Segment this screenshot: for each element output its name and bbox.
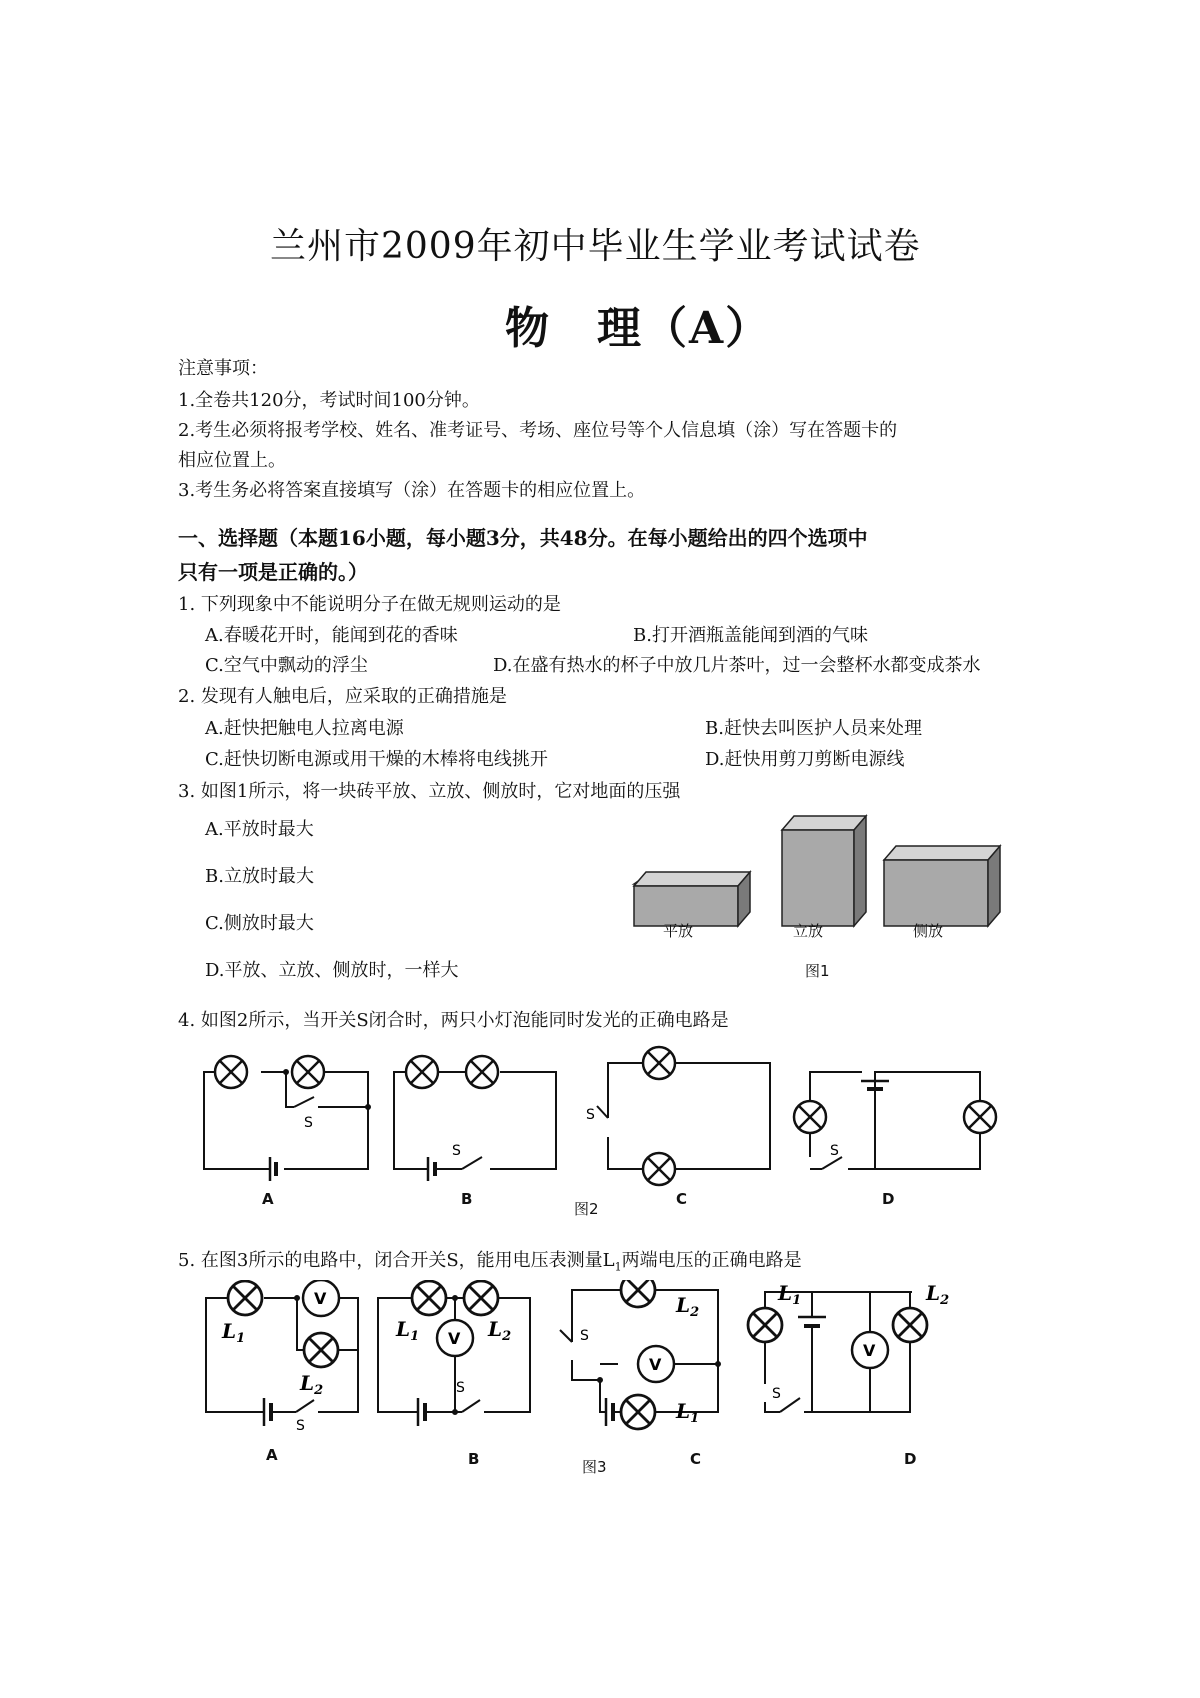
brick-side	[884, 846, 1000, 926]
question-3-option-b: B.立放时最大	[205, 866, 314, 887]
figure-2-label-b: B	[461, 1190, 473, 1208]
lamp-label-l1: $L_1$	[676, 1399, 700, 1426]
figure-1-label-side: 侧放	[913, 922, 944, 940]
switch-label: S	[830, 1143, 839, 1159]
lamp-label-l2: $L_2$	[676, 1293, 700, 1320]
question-2-option-a: A.赶快把触电人拉离电源	[205, 718, 404, 739]
question-2-option-c: C.赶快切断电源或用干燥的木棒将电线挑开	[205, 749, 548, 770]
switch-label: S	[580, 1328, 589, 1344]
question-1-option-c: C.空气中飘动的浮尘	[205, 655, 368, 676]
figure-2-circuits	[190, 1045, 1040, 1215]
exam-title: 兰州市2009年初中毕业生学业考试试卷	[270, 226, 921, 267]
question-3-stem: 3. 如图1所示，将一块砖平放、立放、侧放时，它对地面的压强	[178, 781, 681, 802]
figure-3-label-d: D	[904, 1450, 917, 1468]
figure-3-label-c: C	[690, 1450, 702, 1468]
question-1-stem: 1. 下列现象中不能说明分子在做无规则运动的是	[178, 594, 561, 615]
question-4-stem: 4. 如图2所示，当开关S闭合时，两只小灯泡能同时发光的正确电路是	[178, 1010, 729, 1031]
brick-upright	[782, 816, 866, 926]
figure-3-circuits	[200, 1280, 1040, 1470]
brick-flat	[634, 872, 750, 926]
switch-label: S	[452, 1143, 461, 1159]
question-2-option-d: D.赶快用剪刀剪断电源线	[705, 749, 905, 770]
figure-1-label-upright: 立放	[793, 922, 824, 940]
figure-1-bricks	[620, 810, 1020, 985]
voltmeter-label: V	[863, 1341, 876, 1360]
lamp-label-l2: $L_2$	[488, 1317, 512, 1344]
figure-1-caption: 图1	[805, 962, 830, 980]
voltmeter-label: V	[649, 1355, 662, 1374]
figure-2-caption: 图2	[574, 1200, 599, 1218]
circuit-3d	[765, 1292, 912, 1412]
voltmeter-label: V	[448, 1329, 461, 1348]
figure-3-caption: 图3	[582, 1458, 607, 1476]
circuit-3b	[378, 1296, 530, 1426]
lamp-label-l2: $L_2$	[300, 1371, 324, 1398]
note-item: 1.全卷共120分，考试时间100分钟。	[178, 390, 480, 411]
lamp-label-l1: $L_1$	[778, 1281, 802, 1308]
switch-label: S	[586, 1107, 595, 1123]
figure-2-label-a: A	[262, 1190, 274, 1208]
question-1-option-a: A.春暖花开时，能闻到花的香味	[205, 625, 458, 646]
figure-3-label-a: A	[266, 1446, 278, 1464]
figure-2-label-c: C	[676, 1190, 688, 1208]
switch-label: S	[296, 1418, 305, 1434]
lamp-label-l1: $L_1$	[222, 1319, 246, 1346]
question-5-stem: 5. 在图3所示的电路中，闭合开关S，能用电压表测量$L_1$两端电压的正确电路是	[178, 1250, 802, 1274]
lamp-label-l1: $L_1$	[396, 1317, 420, 1344]
question-1-option-d: D.在盛有热水的杯子中放几片茶叶，过一会整杯水都变成茶水	[493, 655, 981, 676]
section-heading-line1: 一、选择题（本题16小题，每小题3分，共48分。在每小题给出的四个选项中	[178, 526, 868, 550]
question-1-option-b: B.打开酒瓶盖能闻到酒的气味	[633, 625, 868, 646]
voltmeter-label: V	[314, 1289, 327, 1308]
subject-title: 物 理（A）	[505, 303, 772, 354]
circuit-2c	[597, 1063, 770, 1169]
switch-label: S	[772, 1386, 781, 1402]
question-2-stem: 2. 发现有人触电后，应采取的正确措施是	[178, 686, 507, 707]
note-item: 3.考生务必将答案直接填写（涂）在答题卡的相应位置上。	[178, 480, 646, 501]
switch-label: S	[304, 1115, 313, 1131]
lamp-label-l2: $L_2$	[926, 1281, 950, 1308]
question-3-option-c: C.侧放时最大	[205, 913, 314, 934]
switch-label: S	[456, 1380, 465, 1396]
question-3-option-a: A.平放时最大	[205, 819, 314, 840]
figure-3-label-b: B	[468, 1450, 480, 1468]
question-2-option-b: B.赶快去叫医护人员来处理	[705, 718, 922, 739]
note-item: 相应位置上。	[178, 450, 286, 471]
section-heading-line2: 只有一项是正确的。）	[178, 560, 368, 584]
figure-2-label-d: D	[882, 1190, 895, 1208]
note-item: 2.考生必须将报考学校、姓名、准考证号、考场、座位号等个人信息填（涂）写在答题卡的	[178, 420, 898, 441]
notes-heading: 注意事项：	[178, 358, 268, 379]
question-3-option-d: D.平放、立放、侧放时，一样大	[205, 960, 459, 981]
figure-1-label-flat: 平放	[663, 922, 694, 940]
